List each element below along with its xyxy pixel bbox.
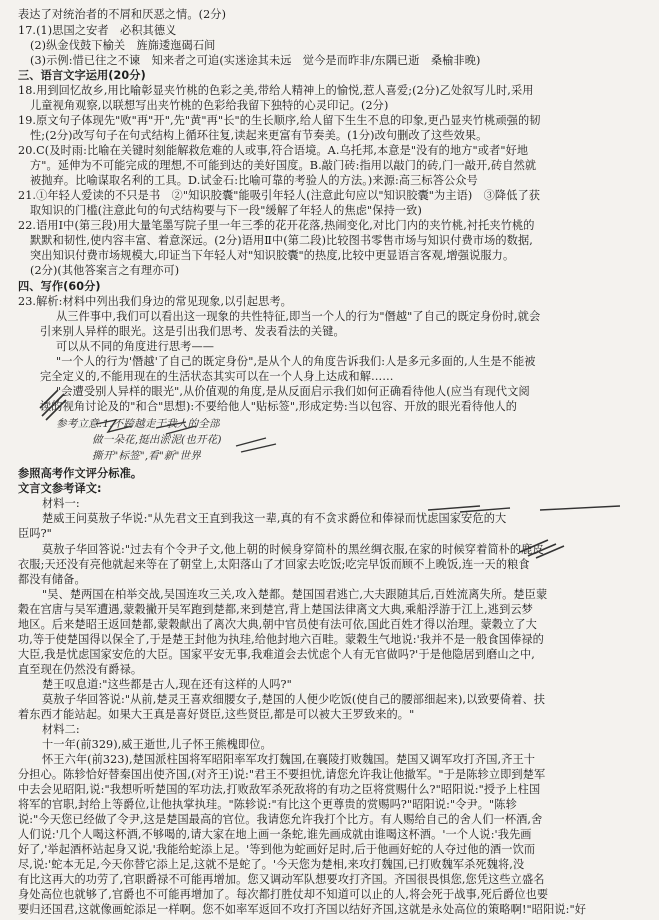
text-line: 都没有储备。	[18, 573, 86, 586]
text-line: 功,等于使楚国得以保全了,于是楚王封他为执珪,给他封地六百畦。蒙穀生气地说:'我并不是一般食国俸禄的	[18, 633, 544, 646]
text-line: (3)示例:惜已往之不谏 知来者之可追(实迷途其未远 觉今是而昨非/东隅已逝 桑榆非晚)	[30, 54, 481, 67]
text-line: 着东西才能站起。如果大王真是喜好贤臣,这些贤臣,都是可以被大王罗致来的。"	[18, 708, 415, 721]
reference-idea-line: 参考立意:1.不跨越走于我人的全部	[56, 418, 220, 430]
reference-idea-line: 做一朵花,挺出淤泥(也开花)	[92, 434, 222, 446]
text-line: 23.解析:材料中列出我们身边的常见现象,以引起思考。	[18, 295, 292, 308]
text-line: 十一年(前329),威王逝世,儿子怀王熊槐即位。	[42, 738, 272, 751]
text-line: 17.(1)思国之安者 必积其德义	[18, 24, 177, 37]
text-line: 衣服;天还没有亮他就起来等在了朝堂上,太阳落山了才回家去吃饭;吃完早饭而顾不上晚饭,连一天的粮食	[18, 558, 530, 571]
text-line: 要归还国君,这就像画蛇添足一样啊。您不如率军返回不攻打齐国以结好齐国,这就是永处高位的策略啊!"昭阳说:"好	[18, 903, 587, 916]
text-line: 好了,'举起酒杯站起身又说,'我能给蛇添上足。'等到他为蛇画好足时,后于他画好蛇的人夺过他的酒一饮而	[18, 843, 536, 856]
text-line: 中去会见昭阳,说:"我想听听楚国的军功法,打败敌军杀死敌将的有功之臣将赏赐什么?"昭阳说:"授予上柱国	[18, 783, 541, 796]
text-line: (2分)(其他答案言之有理亦可)	[30, 264, 180, 277]
text-line: 人们说:'几个人喝这杯酒,不够喝的,请大家在地上画一条蛇,谁先画成就由谁喝这杯酒。'一个人说:'我先画	[18, 828, 532, 841]
text-line: "会遭受别人异样的眼光",从价值观的角度,是从反面启示我们如何正确看待他人(应当有现代文阅	[56, 385, 530, 398]
text-line: 18.用到回忆故乡,用比喻彰显夹竹桃的色彩之美,带给人精神上的愉悦,惹人喜爱;(2分)乙处叙写儿时,采用	[18, 84, 534, 97]
text-line: 地区。后来楚昭王返回楚都,蒙穀献出了离次大典,朝中官员使有法可依,国此百姓才得以治理。蒙穀立了大	[18, 618, 537, 631]
text-line: 楚王叹息道:"这些都是古人,现在还有这样的人吗?"	[42, 678, 292, 691]
text-line: 可以从不同的角度进行思考——	[56, 340, 215, 353]
text-line: 楚威王问莫敖子华说:"从先君文王直到我这一辈,真的有不贪求爵位和俸禄而忧虑国家安危的大	[42, 512, 507, 525]
text-line: 尽,说:'蛇本无足,今天你替它添上足,这就不是蛇了。'今天您为楚相,来攻打魏国,已打败魏军杀死魏将,没	[18, 858, 525, 871]
text-line: 19.原文句子体现先"败"再"开",先"黄"再"长"的生长顺序,给人留下生生不息的印象,更凸显夹竹桃顽强的韧	[18, 114, 541, 127]
text-line: 材料二:	[42, 723, 80, 736]
text-line: 取知识的门槛(注意此句的句式结构要与下一段"缓解了年轻人的焦虑"保持一致)	[30, 204, 422, 217]
text-line: 被抛弃。比喻谋取名利的工具。D.试金石:比喻可靠的考验人的方法。)来源:高三标答公众号	[30, 174, 478, 187]
text-line: 大臣,我是忧虑国家安危的大臣。国家平安无事,我难道会去忧虑个人有无官做吗?'于是他隐居到磨山之中,	[18, 648, 535, 661]
section-heading-translation: 文言文参考译文:	[18, 482, 102, 495]
text-line: 怀王六年(前323),楚国派柱国将军昭阳率军攻打魏国,在襄陵打败魏国。楚国又调军攻打齐国,齐王十	[42, 753, 536, 766]
text-line: 材料一:	[42, 497, 80, 510]
text-line: "一个人的行为'僭越'了自己的既定身份",是从个人的角度告诉我们:人是多元多面的,人生是不能被	[56, 355, 536, 368]
text-line: 引来别人异样的眼光。这是引出我们思考、发表看法的关键。	[40, 325, 345, 338]
text-line: 分担心。陈轸恰好替秦国出使齐国,(对齐王)说:"君王不要担忧,请您允许我让他撤军。"于是陈轸立即到楚军	[18, 768, 546, 781]
text-line: 臣吗?"	[18, 527, 52, 540]
reference-idea-line: 撕开"标签",看"新"世界	[92, 450, 201, 462]
scoring-note: 参照高考作文评分标准。	[18, 467, 143, 480]
text-line: 21.①年轻人爱读的不只是书 ②"知识胶囊"能吸引年轻人(注意此句应以"知识胶囊"为主语) ③降低了获	[18, 189, 541, 202]
text-line: 从三件事中,我们可以看出这一现象的共性特征,即当一个人的行为"僭越"了自己的既定身份时,就会	[56, 310, 541, 323]
text-line: 表达了对统治者的不屑和厌恶之情。(2分)	[18, 8, 227, 21]
text-line: "吴、楚两国在柏举交战,吴国连攻三关,攻入楚都。楚国国君逃亡,大夫跟随其后,百姓流离失所。楚臣蒙	[42, 588, 548, 601]
pen-scribble	[36, 386, 296, 466]
text-line: 说:"今天您已经做了令尹,这是楚国最高的官位。我请您允许我打个比方。有人赐给自己的舍人们一杯酒,舍	[18, 813, 543, 826]
text-line: (2)纵金伐鼓下榆关 旌旆逶迤碣石间	[30, 39, 216, 52]
text-line: 读的视角讨论及的"和合"思想):不要给他人"贴标签",形成定势:当以包容、开放的眼光看待他人的	[40, 400, 518, 413]
text-line: 有比这再大的功劳了,官职爵禄不可能再增加。您又调动军队想要攻打齐国。齐国很畏惧您,您凭这些立盛名	[18, 873, 545, 886]
text-line: 20.C(及时雨:比喻在关键时刻能解救危难的人或事,符合语境。A.乌托邦,本意是"没有的地方"或者"好地	[18, 144, 529, 157]
text-line: 身处高位也就够了,官爵也不可能再增加了。每次都打胜仗却不知道可以止的人,将会死于战事,死后爵位也要	[18, 888, 549, 901]
text-line: 莫敖子华回答说:"过去有个令尹子文,他上朝的时候身穿简朴的黑丝绸衣服,在家的时候穿着简朴的鹿皮	[42, 543, 544, 556]
text-line: 22.语用Ⅰ中(第三段)用大量笔墨写院子里一年三季的花开花落,热闹变化,对比门内的夹竹桃,衬托夹竹桃的	[18, 219, 535, 232]
text-line: 方"。延伸为不可能完成的理想,不可能到达的美好国度。B.敲门砖:指用以敲门的砖,门一敲开,砖自然就	[30, 159, 537, 172]
pen-strike	[420, 500, 650, 560]
section-heading-language: 三、语言文字运用(20分)	[18, 69, 146, 82]
text-line: 穀在宫唐与吴军遭遇,蒙穀撇开吴军跑到楚都,来到楚宫,背上楚国法律离文大典,乘船浮游于江上,逃到云梦	[18, 603, 533, 616]
section-heading-writing: 四、写作(60分)	[18, 280, 101, 293]
text-line: 默默和韧性,使内容丰富、着意深远。(2分)语用Ⅱ中(第二段)比较图书零售市场与知识付费市场的数据,	[30, 234, 533, 247]
text-line: 突出知识付费市场规模大,印证当下年轻人对"知识胶囊"的热度,比较中更显语言客观,增强说服力。	[30, 249, 515, 262]
text-line: 直至现在仍然没有爵禄。	[18, 663, 143, 676]
text-line: 将军的官职,封给上等爵位,让他执掌执珪。"陈轸说:"有比这个更尊贵的赏赐吗?"昭阳说:"令尹。"陈轸	[18, 798, 517, 811]
text-line: 莫敖子华回答说:"从前,楚灵王喜欢细腰女子,楚国的人便少吃饭(使自己的腰部细起来),以致要倚着、扶	[42, 693, 546, 706]
text-line: 儿童视角观察,以联想写出夹竹桃的色彩给我留下独特的心灵印记。(2分)	[30, 99, 389, 112]
text-line: 性;(2分)改写句子在句式结构上循环往复,读起来更富有节奏美。(1分)改句删改了这些效果。	[30, 129, 488, 142]
text-line: 完全定义的,不能用现在的生活状态其实可以在一个人身上达成和解……	[40, 370, 394, 383]
